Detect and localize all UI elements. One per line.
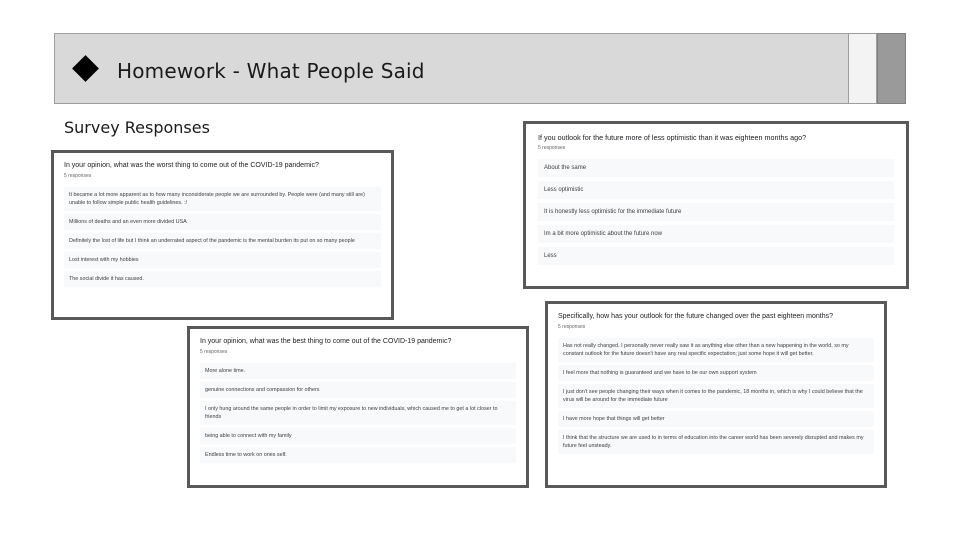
response-item: Definitely the lost of life but I think an underrated aspect of the pandemic is the mental burden its put on so many people xyxy=(64,233,381,249)
section-title: Survey Responses xyxy=(64,118,210,137)
header-accent-light xyxy=(848,33,877,104)
question-text: If you outlook for the future more of less optimistic than it was eighteen months ago? xyxy=(538,133,807,142)
response-count: 5 responses xyxy=(200,349,228,355)
response-item: I only hung around the same people in order to limit my exposure to new individuals, which caused me to get a lot closer to friends xyxy=(200,401,516,425)
question-text: In your opinion, what was the worst thing to come out of the COVID-19 pandemic? xyxy=(64,162,319,169)
response-item: Has not really changed. I personally never really saw it as anything else other than a new happening in the world, so my constant outlook for the future doesn't have any real specific expectation; just some hope it will get better. xyxy=(558,338,874,362)
question-text: Specifically, how has your outlook for the future changed over the past eighteen months? xyxy=(558,313,833,320)
response-item: genuine connections and compassion for others xyxy=(200,382,516,398)
question-text: In your opinion, what was the best thing to come out of the COVID-19 pandemic? xyxy=(200,338,452,345)
response-item: Lost interest with my hobbies xyxy=(64,252,381,268)
response-item: Millions of deaths and an even more divided USA xyxy=(64,214,381,230)
outlook-comparison-response-card xyxy=(523,121,909,289)
response-count: 5 responses xyxy=(64,173,92,179)
response-item: I feel more that nothing is guaranteed and we have to be our own support system xyxy=(558,365,874,381)
response-item: I think that the structure we are used to in terms of education into the career world has been severely disrupted and makes my future feel unsteady. xyxy=(558,430,874,454)
response-item: I just don't see people changing their ways when it comes to the pandemic, 18 months in, which is why I could believe that the virus will be around for the immediate future xyxy=(558,384,874,408)
response-item: Less optimistic xyxy=(538,181,894,199)
response-item: About the same xyxy=(538,159,894,177)
response-item: I have more hope that things will get better xyxy=(558,411,874,427)
slide-title: Homework - What People Said xyxy=(117,59,425,83)
response-item: It is honestly less optimistic for the immediate future xyxy=(538,203,894,221)
best-thing-response-card xyxy=(187,326,529,488)
header-accent-dark xyxy=(877,33,906,104)
response-item: Im a bit more optimistic about the future now xyxy=(538,225,894,243)
worst-thing-response-card xyxy=(51,150,394,320)
response-count: 5 responses xyxy=(538,145,566,151)
response-item: It became a lot more apparent as to how many inconsiderate people we are surrounded by. People were (and many still are) unable to follow simple public health guidelines. :/ xyxy=(64,187,381,211)
outlook-change-response-card xyxy=(545,301,887,488)
response-count: 5 responses xyxy=(558,324,586,330)
response-item: Less xyxy=(538,247,894,265)
response-item: More alone time. xyxy=(200,363,516,379)
response-item: being able to connect with my family xyxy=(200,428,516,444)
response-item: The social divide it has caused. xyxy=(64,271,381,287)
response-item: Endless time to work on ones self. xyxy=(200,447,516,463)
